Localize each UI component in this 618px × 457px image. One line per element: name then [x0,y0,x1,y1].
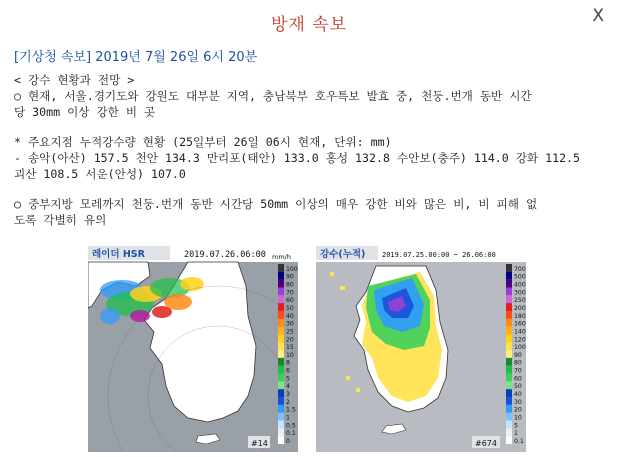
scale-tick-label: 10 [286,351,294,359]
scale-tick-label: 70 [286,289,294,297]
scale-tick-label: 15 [286,344,294,352]
scale-swatch [506,295,512,303]
scale-swatch [278,272,284,280]
radar-badge: #14 [251,439,268,448]
bulletin-body [14,72,610,242]
scale-tick-label: 140 [514,328,526,336]
window-title: 방재 속보 [270,15,348,35]
scale-swatch [506,342,512,350]
scale-swatch [278,319,284,327]
scale-tick-label: 100 [514,344,526,352]
scale-swatch [278,436,284,444]
scale-swatch [278,428,284,436]
radar-time: 2019.07.26.06:00 [184,250,266,260]
scale-swatch [278,264,284,272]
scale-swatch [278,311,284,319]
scale-tick-label: 160 [514,320,526,328]
scale-swatch [278,342,284,350]
scale-swatch [506,334,512,342]
scale-tick-label: 40 [286,312,294,320]
scale-tick-label: 2 [286,398,290,406]
scale-swatch [506,358,512,366]
scale-swatch [506,327,512,335]
close-button[interactable]: X [592,6,604,26]
accum-badge: #674 [475,439,497,448]
scale-tick-label: 200 [514,304,526,312]
scale-swatch [506,319,512,327]
scale-tick-label: 70 [514,367,522,375]
scale-swatch [278,389,284,397]
accum-map-image [316,246,526,452]
scale-swatch [278,405,284,413]
scale-swatch [506,374,512,382]
scale-tick-label: 8 [286,359,290,367]
scale-swatch [278,350,284,358]
scale-swatch [506,311,512,319]
radar-unit: mm/h [272,253,291,261]
scale-tick-label: 250 [514,297,526,305]
scale-tick-label: 20 [514,406,522,414]
section-rainfall [14,134,610,182]
scale-tick-label: 5 [514,422,518,430]
scale-tick-label: 700 [514,265,526,273]
scale-swatch [506,303,512,311]
map-images [88,246,528,452]
section-current [14,72,610,120]
section-outlook [14,196,610,228]
scale-tick-label: 0.5 [286,422,296,430]
text-line: ○ 현재, 서울.경기도와 강원도 대부분 지역, 충남북부 호우특보 발효 중, 천둥.번개 동반 시간 [14,89,532,103]
text-line: * 주요지점 누적강수량 현황 (25일부터 26일 06시 현재, 단위: mm) [14,135,392,149]
scale-swatch [278,397,284,405]
scale-tick-label: 80 [286,281,294,289]
scale-tick-label: 10 [514,414,522,422]
headline: [기상청 속보] 2019년 7월 26일 6시 20분 [14,50,258,65]
scale-tick-label: 1.5 [286,406,296,414]
scale-swatch [506,366,512,374]
scale-tick-label: 50 [286,304,294,312]
scale-tick-label: 4 [286,383,290,391]
scale-tick-label: 400 [514,281,526,289]
scale-swatch [506,381,512,389]
scale-tick-label: 100 [286,265,298,273]
section-heading: < 강수 현황과 전망 > [14,73,135,87]
scale-tick-label: 50 [514,383,522,391]
scale-tick-label: 60 [286,297,294,305]
scale-swatch [278,413,284,421]
scale-tick-label: 1 [514,430,518,438]
text-line: 도록 각별히 유의 [14,213,107,227]
scale-tick-label: 6 [286,367,290,375]
scale-swatch [278,374,284,382]
scale-swatch [506,287,512,295]
scale-swatch [506,397,512,405]
scale-swatch [506,405,512,413]
scale-swatch [278,295,284,303]
scale-swatch [506,428,512,436]
scale-tick-label: 30 [286,320,294,328]
text-line: ○ 중부지방 모레까지 천둥.번개 동반 시간당 50mm 이상의 매우 강한 비와 많은 비, 비 피해 없 [14,197,538,211]
scale-swatch [278,421,284,429]
scale-tick-label: 80 [514,359,522,367]
scale-swatch [278,287,284,295]
scale-swatch [506,280,512,288]
scale-swatch [506,350,512,358]
scale-tick-label: 60 [514,375,522,383]
scale-tick-label: 120 [514,336,526,344]
radar-label: 레이더 HSR [92,249,145,260]
scale-swatch [506,264,512,272]
text-line: - 송악(아산) 157.5 천안 134.3 만리포(태안) 133.0 홍성 132.8 수안보(충주) 114.0 강화 112.5 [14,151,581,165]
radar-map-image [88,246,298,452]
scale-tick-label: 25 [286,328,294,336]
text-line: 괴산 108.5 서운(안성) 107.0 [14,167,186,181]
scale-swatch [506,413,512,421]
scale-tick-label: 30 [514,398,522,406]
scale-tick-label: 180 [514,312,526,320]
accum-label: 강수(누적) [320,249,366,260]
scale-tick-label: 300 [514,289,526,297]
scale-tick-label: 5 [286,375,290,383]
scale-tick-label: 90 [286,273,294,281]
scale-tick-label: 1 [286,414,290,422]
scale-swatch [278,303,284,311]
scale-tick-label: 3 [286,391,290,399]
scale-swatch [506,389,512,397]
accum-map [316,246,526,452]
scale-tick-label: 500 [514,273,526,281]
scale-tick-label: 40 [514,391,522,399]
scale-swatch [506,436,512,444]
accum-time: 2019.07.25.00:00 ~ 26.06:00 [382,251,496,259]
scale-swatch [278,334,284,342]
scale-tick-label: 0.1 [286,430,296,438]
scale-tick-label: 0 [286,438,290,445]
radar-map [88,246,298,452]
scale-swatch [278,381,284,389]
scale-swatch [278,327,284,335]
scale-tick-label: 0.1 [514,438,524,445]
text-line: 당 30mm 이상 강한 비 곳 [14,105,156,119]
scale-tick-label: 90 [514,351,522,359]
scale-swatch [278,366,284,374]
scale-swatch [506,421,512,429]
scale-swatch [506,272,512,280]
scale-swatch [278,280,284,288]
scale-swatch [278,358,284,366]
scale-tick-label: 20 [286,336,294,344]
